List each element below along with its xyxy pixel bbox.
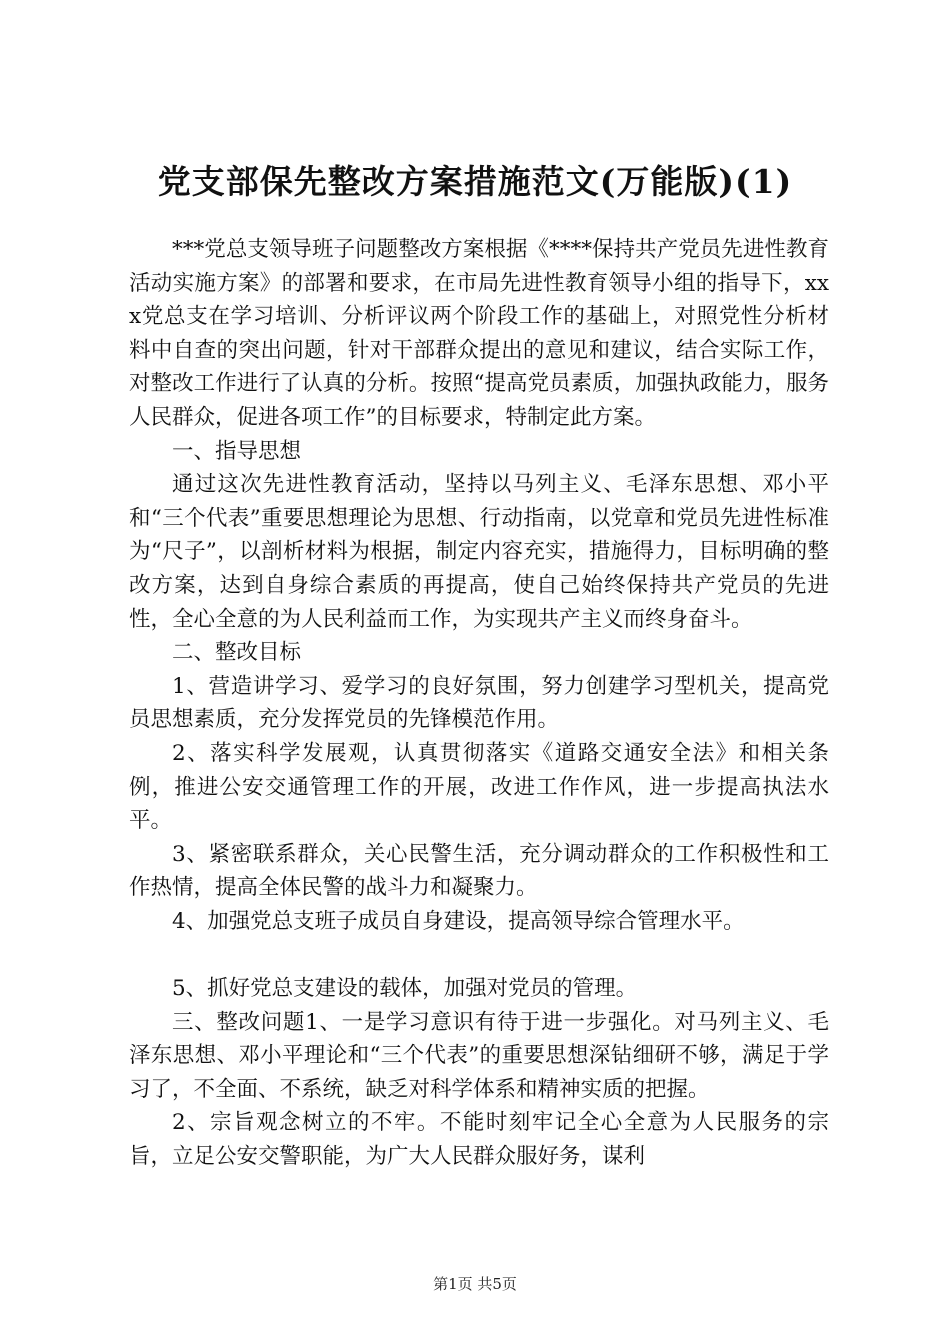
- page-footer: 第1页 共5页: [433, 1275, 517, 1293]
- goal-item-2: 2、落实科学发展观，认真贯彻落实《道路交通安全法》和相关条例，推进公安交通管理工作的开展，改进工作作风，进一步提高执法水平。: [129, 740, 829, 834]
- section-heading-goals: 二、整改目标: [172, 640, 302, 666]
- goal-item-4: 4、加强党总支班子成员自身建设，提高领导综合管理水平。: [172, 908, 745, 934]
- document-title: 党支部保先整改方案措施范文(万能版)(1): [157, 162, 793, 201]
- goal-item-5: 5、抓好党总支建设的载体，加强对党员的管理。: [172, 976, 638, 1002]
- problem-item-1: 三、整改问题1、一是学习意识有待于进一步强化。对马列主义、毛泽东思想、邓小平理论和“三个代表”的重要思想深钻细研不够，满足于学习了，不全面、不系统，缺乏对科学体系和精神实质的把握。: [129, 1009, 829, 1102]
- section-heading-guiding-thought: 一、指导思想: [172, 438, 302, 464]
- intro-paragraph: ***党总支领导班子问题整改方案根据《****保持共产党员先进性教育活动实施方案》的部署和要求，在市局先进性教育领导小组的指导下，xxx党总支在学习培训、分析评议两个阶段工作的基础上，对照党性分析材料中自查的突出问题，针对干部群众提出的意见和建议，结合实际工作，对整改工作进行了认真的分析。按照“提高党员素质，加强执政能力，服务人民群众，促进各项工作”的目标要求，特制定此方案。: [129, 237, 829, 430]
- document-body: [129, 233, 829, 1174]
- problem-item-2: 2、宗旨观念树立的不牢。不能时刻牢记全心全意为人民服务的宗旨，立足公安交警职能，为广大人民群众服好务，谋利: [129, 1110, 829, 1170]
- goal-item-1: 1、营造讲学习、爱学习的良好氛围，努力创建学习型机关，提高党员思想素质，充分发挥党员的先锋模范作用。: [129, 673, 829, 733]
- goal-item-3: 3、紧密联系群众，关心民警生活，充分调动群众的工作积极性和工作热情，提高全体民警的战斗力和凝聚力。: [129, 841, 829, 901]
- guiding-thought-paragraph: 通过这次先进性教育活动，坚持以马列主义、毛泽东思想、邓小平和“三个代表”重要思想理论为思想、行动指南，以党章和党员先进性标准为“尺子”，以剖析材料为根据，制定内容充实，措施得力，目标明确的整改方案，达到自身综合素质的再提高，使自己始终保持共产党员的先进性，全心全意的为人民利益而工作，为实现共产主义而终身奋斗。: [129, 472, 829, 632]
